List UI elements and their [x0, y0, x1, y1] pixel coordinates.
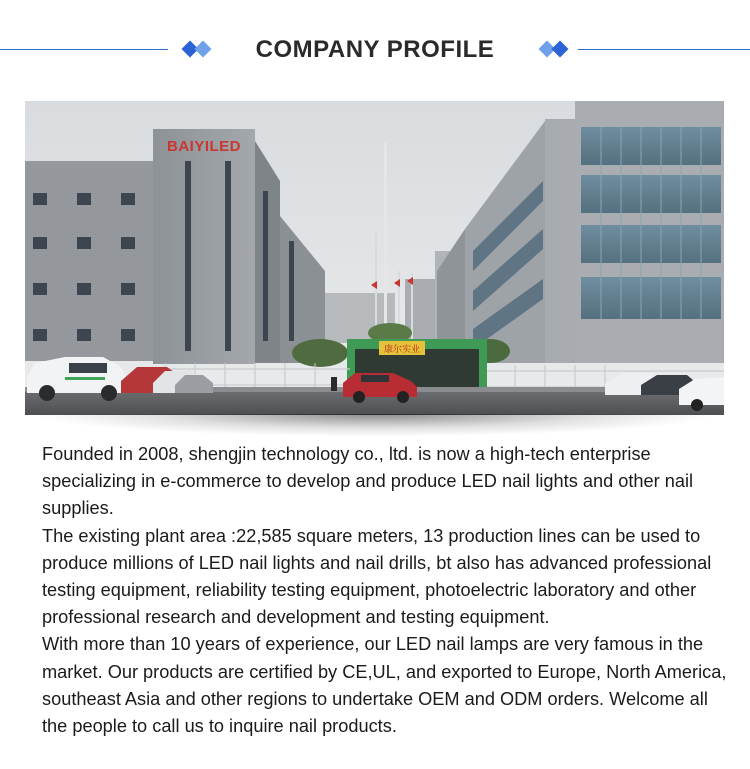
main-building [153, 129, 255, 364]
paragraph-experience: With more than 10 years of experience, our LED nail lamps are very famous in the market. Our products are certified by CE,UL, and exported to Europe, North America, southeast Asia and other regions to undertake OEM and ODM orders. Welcome all the people to call us to inquire nail products. [42, 634, 727, 737]
gate-sign: 康尔实业 [383, 345, 421, 355]
building-sign: BAIYILED [166, 138, 242, 155]
section-header [0, 0, 750, 100]
photo-shadow [40, 414, 710, 436]
page-title: COMPANY PROFILE [255, 36, 495, 63]
company-description [42, 441, 732, 740]
header-line-right [578, 49, 750, 50]
company-building-photo [25, 101, 724, 415]
diamond-ornament-right-icon [536, 39, 570, 61]
paragraph-founded: Founded in 2008, shengjin technology co., ltd. is now a high-tech enterprise specializing in e-commerce to develop and produce LED nail lights and other nail supplies. [42, 444, 694, 519]
paragraph-plant: The existing plant area :22,585 square meters, 13 production lines can be used to produce millions of LED nail lights and nail drills, bt also has advanced professional testing equipment, reliability testing equipment, photoelectric laboratory and other professional research and development and testing equipment. [42, 525, 712, 628]
